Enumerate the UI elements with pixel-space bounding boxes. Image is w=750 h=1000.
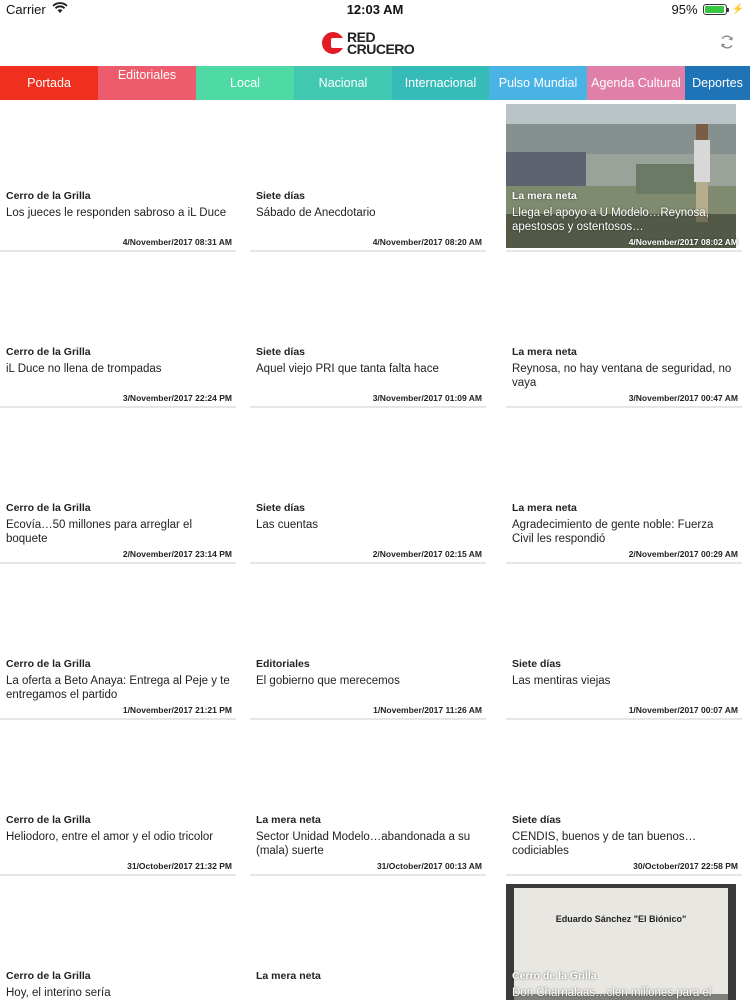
battery-icon [703,4,727,15]
article-date: 30/October/2017 22:58 PM [633,861,738,871]
tab-portada[interactable]: Portada [0,66,98,100]
article-card[interactable] [0,884,236,1000]
article-date: 4/November/2017 08:02 AM [628,237,738,247]
article-title[interactable]: Llega el apoyo a U Modelo…Reynosa, apestosos y ostentosos… [512,207,709,233]
tab-deportes[interactable]: Deportes [685,66,750,100]
tab-agenda-cultural[interactable]: Agenda Cultural [587,66,685,100]
article-title[interactable]: Sector Unidad Modelo…abandonada a su (mala) suerte [256,831,471,857]
article-section: Editoriales [256,658,310,670]
carrier-label: Carrier [6,2,46,17]
tab-pulso-mundial[interactable]: Pulso Mundial [489,66,587,100]
article-card[interactable] [506,728,742,876]
article-section: La mera neta [512,502,577,514]
article-date: 4/November/2017 08:20 AM [372,237,482,247]
article-card[interactable] [0,728,236,876]
battery-percent: 95% [671,2,698,17]
article-date: 1/November/2017 00:07 AM [628,705,738,715]
article-card[interactable] [506,572,742,720]
article-date: 2/November/2017 00:29 AM [628,549,738,559]
article-card[interactable] [250,728,486,876]
article-card[interactable] [0,572,236,720]
article-image-caption: Eduardo Sánchez "El Biónico" [555,914,687,924]
tab-local[interactable]: Local [196,66,294,100]
article-section: Cerro de la Grilla [6,346,91,358]
article-title[interactable]: iL Duce no llena de trompadas [6,363,162,375]
article-title[interactable]: Los jueces le responden sabroso a iL Duce [6,207,227,219]
article-section: La mera neta [256,814,321,826]
article-date: 1/November/2017 21:21 PM [122,705,232,715]
article-card[interactable] [506,884,742,1000]
article-section: Siete días [512,658,562,670]
status-right [672,2,744,17]
article-title[interactable]: Agradecimiento de gente noble: Fuerza Civil les respondió [512,519,714,545]
app-logo[interactable] [322,31,414,55]
article-title[interactable]: La oferta a Beto Anaya: Entrega al Peje y te entregamos el partido [6,675,230,701]
battery-fill [705,6,724,13]
article-title[interactable]: Hoy, el interino sería [6,987,111,999]
logo-text [347,31,414,55]
article-section: La mera neta [512,190,577,202]
article-title[interactable]: Las cuentas [256,519,319,531]
article-section: La mera neta [512,346,577,358]
article-section: Siete días [256,502,306,514]
charging-icon: ⚡ [731,4,744,15]
article-date: 4/November/2017 08:31 AM [122,237,232,247]
article-card[interactable] [250,416,486,564]
app-header [0,20,750,66]
article-title[interactable]: CENDIS, buenos y de tan buenos… codiciables [512,831,697,857]
article-section: Cerro de la Grilla [6,190,91,202]
article-section: Siete días [256,346,306,358]
status-time: 12:03 AM [346,2,404,17]
article-title[interactable]: Aquel viejo PRI que tanta falta hace [256,363,439,375]
article-card[interactable] [250,884,486,1000]
logo-line-2: CRUCERO [347,41,415,57]
article-card[interactable] [0,260,236,408]
article-card[interactable] [506,260,742,408]
article-section: Cerro de la Grilla [6,658,91,670]
article-date: 2/November/2017 23:14 PM [122,549,232,559]
article-card[interactable] [250,104,486,252]
article-section: Cerro de la Grilla [6,970,91,982]
article-card[interactable] [0,104,236,252]
article-title[interactable]: Sábado de Anecdotario [256,207,376,219]
section-tabs [0,66,750,100]
article-card[interactable] [506,416,742,564]
article-title[interactable]: Don Charnalaas…cien millones para el [512,987,712,999]
article-image [506,884,742,1000]
article-title[interactable]: Reynosa, no hay ventana de seguridad, no vaya [512,363,732,389]
refresh-icon[interactable] [718,34,736,52]
status-bar [0,0,750,20]
logo-line-1: RED [347,29,376,45]
article-card[interactable] [0,416,236,564]
article-card[interactable] [250,260,486,408]
article-title[interactable]: Ecovía…50 millones para arreglar el boquete [6,519,193,545]
article-date: 31/October/2017 21:32 PM [127,861,232,871]
article-date: 31/October/2017 00:13 AM [376,861,482,871]
logo-mark-icon [322,32,344,54]
article-card[interactable] [506,104,742,252]
tab-internacional[interactable]: Internacional [392,66,489,100]
article-card[interactable] [250,572,486,720]
article-section: Siete días [256,190,306,202]
article-title[interactable]: Heliodoro, entre el amor y el odio tricolor [6,831,214,843]
article-date: 1/November/2017 11:26 AM [373,705,482,715]
article-date: 2/November/2017 02:15 AM [372,549,482,559]
article-section: Siete días [512,814,562,826]
article-date: 3/November/2017 22:24 PM [122,393,232,403]
article-date: 3/November/2017 00:47 AM [628,393,738,403]
article-section: La mera neta [256,970,321,982]
article-title[interactable]: El gobierno que merecemos [256,675,400,687]
article-title[interactable]: Las mentiras viejas [512,675,611,687]
article-section: Cerro de la Grilla [6,502,91,514]
article-date: 3/November/2017 01:09 AM [372,393,482,403]
tab-editoriales[interactable]: Editoriales [98,66,196,100]
article-section: Cerro de la Grilla [6,814,91,826]
article-section: Cerro de la Grilla [512,970,597,982]
tab-nacional[interactable]: Nacional [294,66,392,100]
